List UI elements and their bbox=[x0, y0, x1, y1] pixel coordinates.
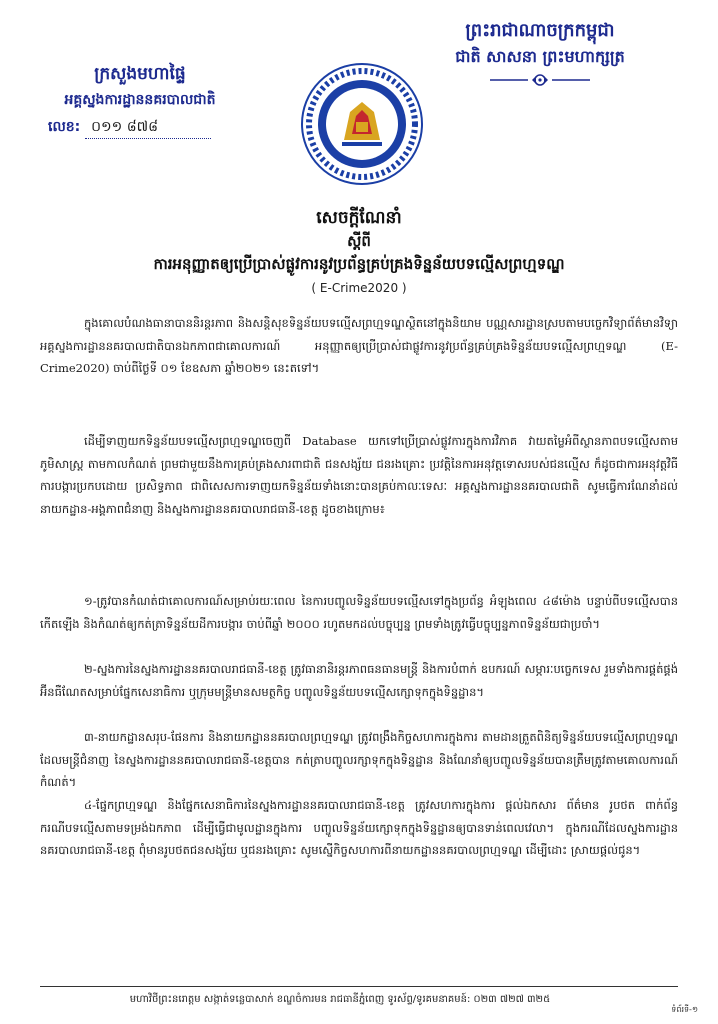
page-number: ទំព័រទី-១ bbox=[671, 1005, 698, 1014]
document-title-block bbox=[40, 206, 678, 298]
reference-label: លេខ: bbox=[48, 119, 81, 135]
kingdom-title: ព្រះរាជាណាចក្រកម្ពុជា bbox=[465, 20, 615, 41]
ministry-header bbox=[40, 62, 240, 139]
khmer-ornament-icon bbox=[480, 72, 600, 88]
paragraph-item-2: ២-ស្នងការនៃស្នងការដ្ឋាននគរបាលរាជធានី-ខេត្ត ត្រូវធានានិរន្តរភាពធនធានមន្ត្រី និងការបំពាក់ ឧបករណ៍ សម្ភារៈបច្ចេកទេស រួមទាំងការផ្គត់ផ្គង់អ៊ីនធឺណែតសម្រាប់ផ្នែកសេនាធិការ ឬក្រុមមន្ត្រីមានសមត្ថកិច្ច បញ្ចូលទិន្នន័យបទល្មើសក្សោទុកក្នុងទិន្នដ្ឋាន។ bbox=[40, 662, 678, 699]
document-body bbox=[40, 312, 678, 934]
document-system-name: ( E-Crime2020 ) bbox=[311, 281, 407, 295]
kingdom-motto: ជាតិ សាសនា ព្រះមហាក្សត្រ bbox=[455, 47, 625, 66]
document-type: សេចក្ដីណែនាំ bbox=[316, 208, 402, 228]
reference-value: ០១១ ៨៧៨ bbox=[85, 116, 211, 139]
paragraph-item-1: ១-ត្រូវបានកំណត់ជាគោលការណ៍សម្រាប់រយៈពេល នៃការបញ្ចូលទិន្នន័យបទល្មើសទៅក្នុងប្រព័ន្ធ អំឡុងពេល ៤៨ម៉ោង បន្ទាប់ពីបទល្មើសបានកើតឡើង និងកំណត់ឲ្យកត់ត្រាទិន្នន័យដីការបង្ការ ចាប់ពីឆ្នាំ ២០០០ រហូតមកដល់បច្ចុប្បន្ន ព្រមទាំងត្រូវធ្វើបច្ចុប្បន្នភាពទិន្នន័យជាប្រចាំ។ bbox=[40, 594, 678, 631]
department-name: អគ្គស្នងការដ្ឋាននគរបាលជាតិ bbox=[64, 92, 216, 108]
document-subject-label: ស្ដីពី bbox=[347, 232, 371, 250]
footer-divider bbox=[40, 986, 678, 987]
national-police-seal-icon bbox=[300, 62, 424, 186]
kingdom-header bbox=[420, 18, 660, 88]
paragraph-intro: ក្នុងគោលបំណងធានាបាននិរន្តរភាព និងសន្តិសុខទិន្នន័យបទល្មើសព្រហ្មទណ្ឌស្ថិតនៅក្នុងនិយាម បណ្ណសារដ្ឋានស្របតាមបច្ចេកវិទ្យាព័ត៌មានវិទ្យា អគ្គស្នងការដ្ឋាននគរបាលជាតិបានឯកភាពជាគោលការណ៍ អនុញ្ញាតឲ្យប្រើប្រាស់ជាផ្លូវការនូវប្រព័ន្ធគ្រប់គ្រងទិន្នន័យបទល្មើសព្រហ្មទណ្ឌ (E-Crime2020) ចាប់ពីថ្ងៃទី ០១ ខែឧសភា ឆ្នាំ២០២១ នេះតទៅ។ bbox=[40, 316, 678, 375]
document-subject: ការអនុញ្ញាតឲ្យប្រើប្រាស់ផ្លូវការនូវប្រព័ន្ធគ្រប់គ្រងទិន្នន័យបទល្មើសព្រហ្មទណ្ឌ bbox=[153, 255, 565, 273]
footer-address: មហាវិថីព្រះនរោត្តម សង្កាត់ទន្លេបាសាក់ ខណ្ឌចំការមន រាជធានីភ្នំពេញ ទូរស័ព្ទ/ទូរគមនាគមន៍: ០២៣ ៧២៧ ៣២៥ bbox=[129, 994, 551, 1005]
paragraph-item-3: ៣-នាយកដ្ឋានសរុប-ផែនការ និងនាយកដ្ឋាននគរបាលព្រហ្មទណ្ឌ ត្រូវពង្រឹងកិច្ចសហការក្នុងការ តាមដានត្រួតពិនិត្យទិន្នន័យបទល្មើសព្រហ្មទណ្ឌ ដែលមន្ត្រីជំនាញ នៃស្នងការដ្ឋាននគរបាលរាជធានី-ខេត្តបាន កត់ត្រាបញ្ចូលរក្សាទុកក្នុងទិន្នដ្ឋាន និងណែនាំឲ្យបញ្ចូលទិន្នន័យបានត្រឹមត្រូវតាមគោលការណ៍កំណត់។ bbox=[40, 730, 678, 789]
reference-number bbox=[40, 116, 240, 139]
paragraph-purpose: ដើម្បីទាញយកទិន្នន័យបទល្មើសព្រហ្មទណ្ឌចេញពី Database យកទៅប្រើប្រាស់ផ្លូវការក្នុងការវិភាគ វាយតម្លៃអំពីស្ថានភាពបទល្មើសតាមភូមិសាស្ត្រ តាមកាលកំណត់ ព្រមជាមួយនឹងការគ្រប់គ្រងសារពាជាតិ ជនសង្ស័យ ជនរងគ្រោះ ប្រវត្តិនៃការអនុវត្តទោសរបស់ជនល្មើស ក៏ដូចជាការអនុវត្តវិធីការបង្ការប្រកបដោយ ប្រសិទ្ធភាព ជាពិសេសការទាញយកទិន្នន័យទាំងនោះបានគ្រប់កាលៈទេសៈ អគ្គស្នងការដ្ឋាននគរបាលជាតិ សូមធ្វើការណែនាំដល់នាយកដ្ឋាន-អង្គភាពជំនាញ និងស្នងការដ្ឋាននគរបាលរាជធានី-ខេត្ត ដូចខាងក្រោម៖ bbox=[40, 434, 678, 516]
paragraph-item-4: ៤-ផ្នែកព្រហ្មទណ្ឌ និងផ្នែកសេនាធិការនៃស្នងការដ្ឋាននគរបាលរាជធានី-ខេត្ត ត្រូវសហការក្នុងការ ផ្ដល់ឯកសារ ព័ត៌មាន រូបថត ពាក់ព័ន្ធករណីបទល្មើសតាមទម្រង់ឯកភាព ដើម្បីធ្វើជាមូលដ្ឋានក្នុងការ បញ្ចូលទិន្នន័យក្សោទុកក្នុងទិន្នដ្ឋានឲ្យបានទាន់ពេលវេលា។ ក្នុងករណីដែលស្នងការដ្ឋាននគរបាលរាជធានី-ខេត្ត ពុំមានរូបថតជនសង្ស័យ ឬជនរងគ្រោះ សូមស្នើកិច្ចសហការពីនាយកដ្ឋាននគរបាលព្រហ្មទណ្ឌ ដើម្បីដោះ ស្រាយផ្ដល់ជូន។ bbox=[40, 798, 678, 857]
ministry-name: ក្រសួងមហាផ្ទៃ bbox=[94, 64, 186, 84]
